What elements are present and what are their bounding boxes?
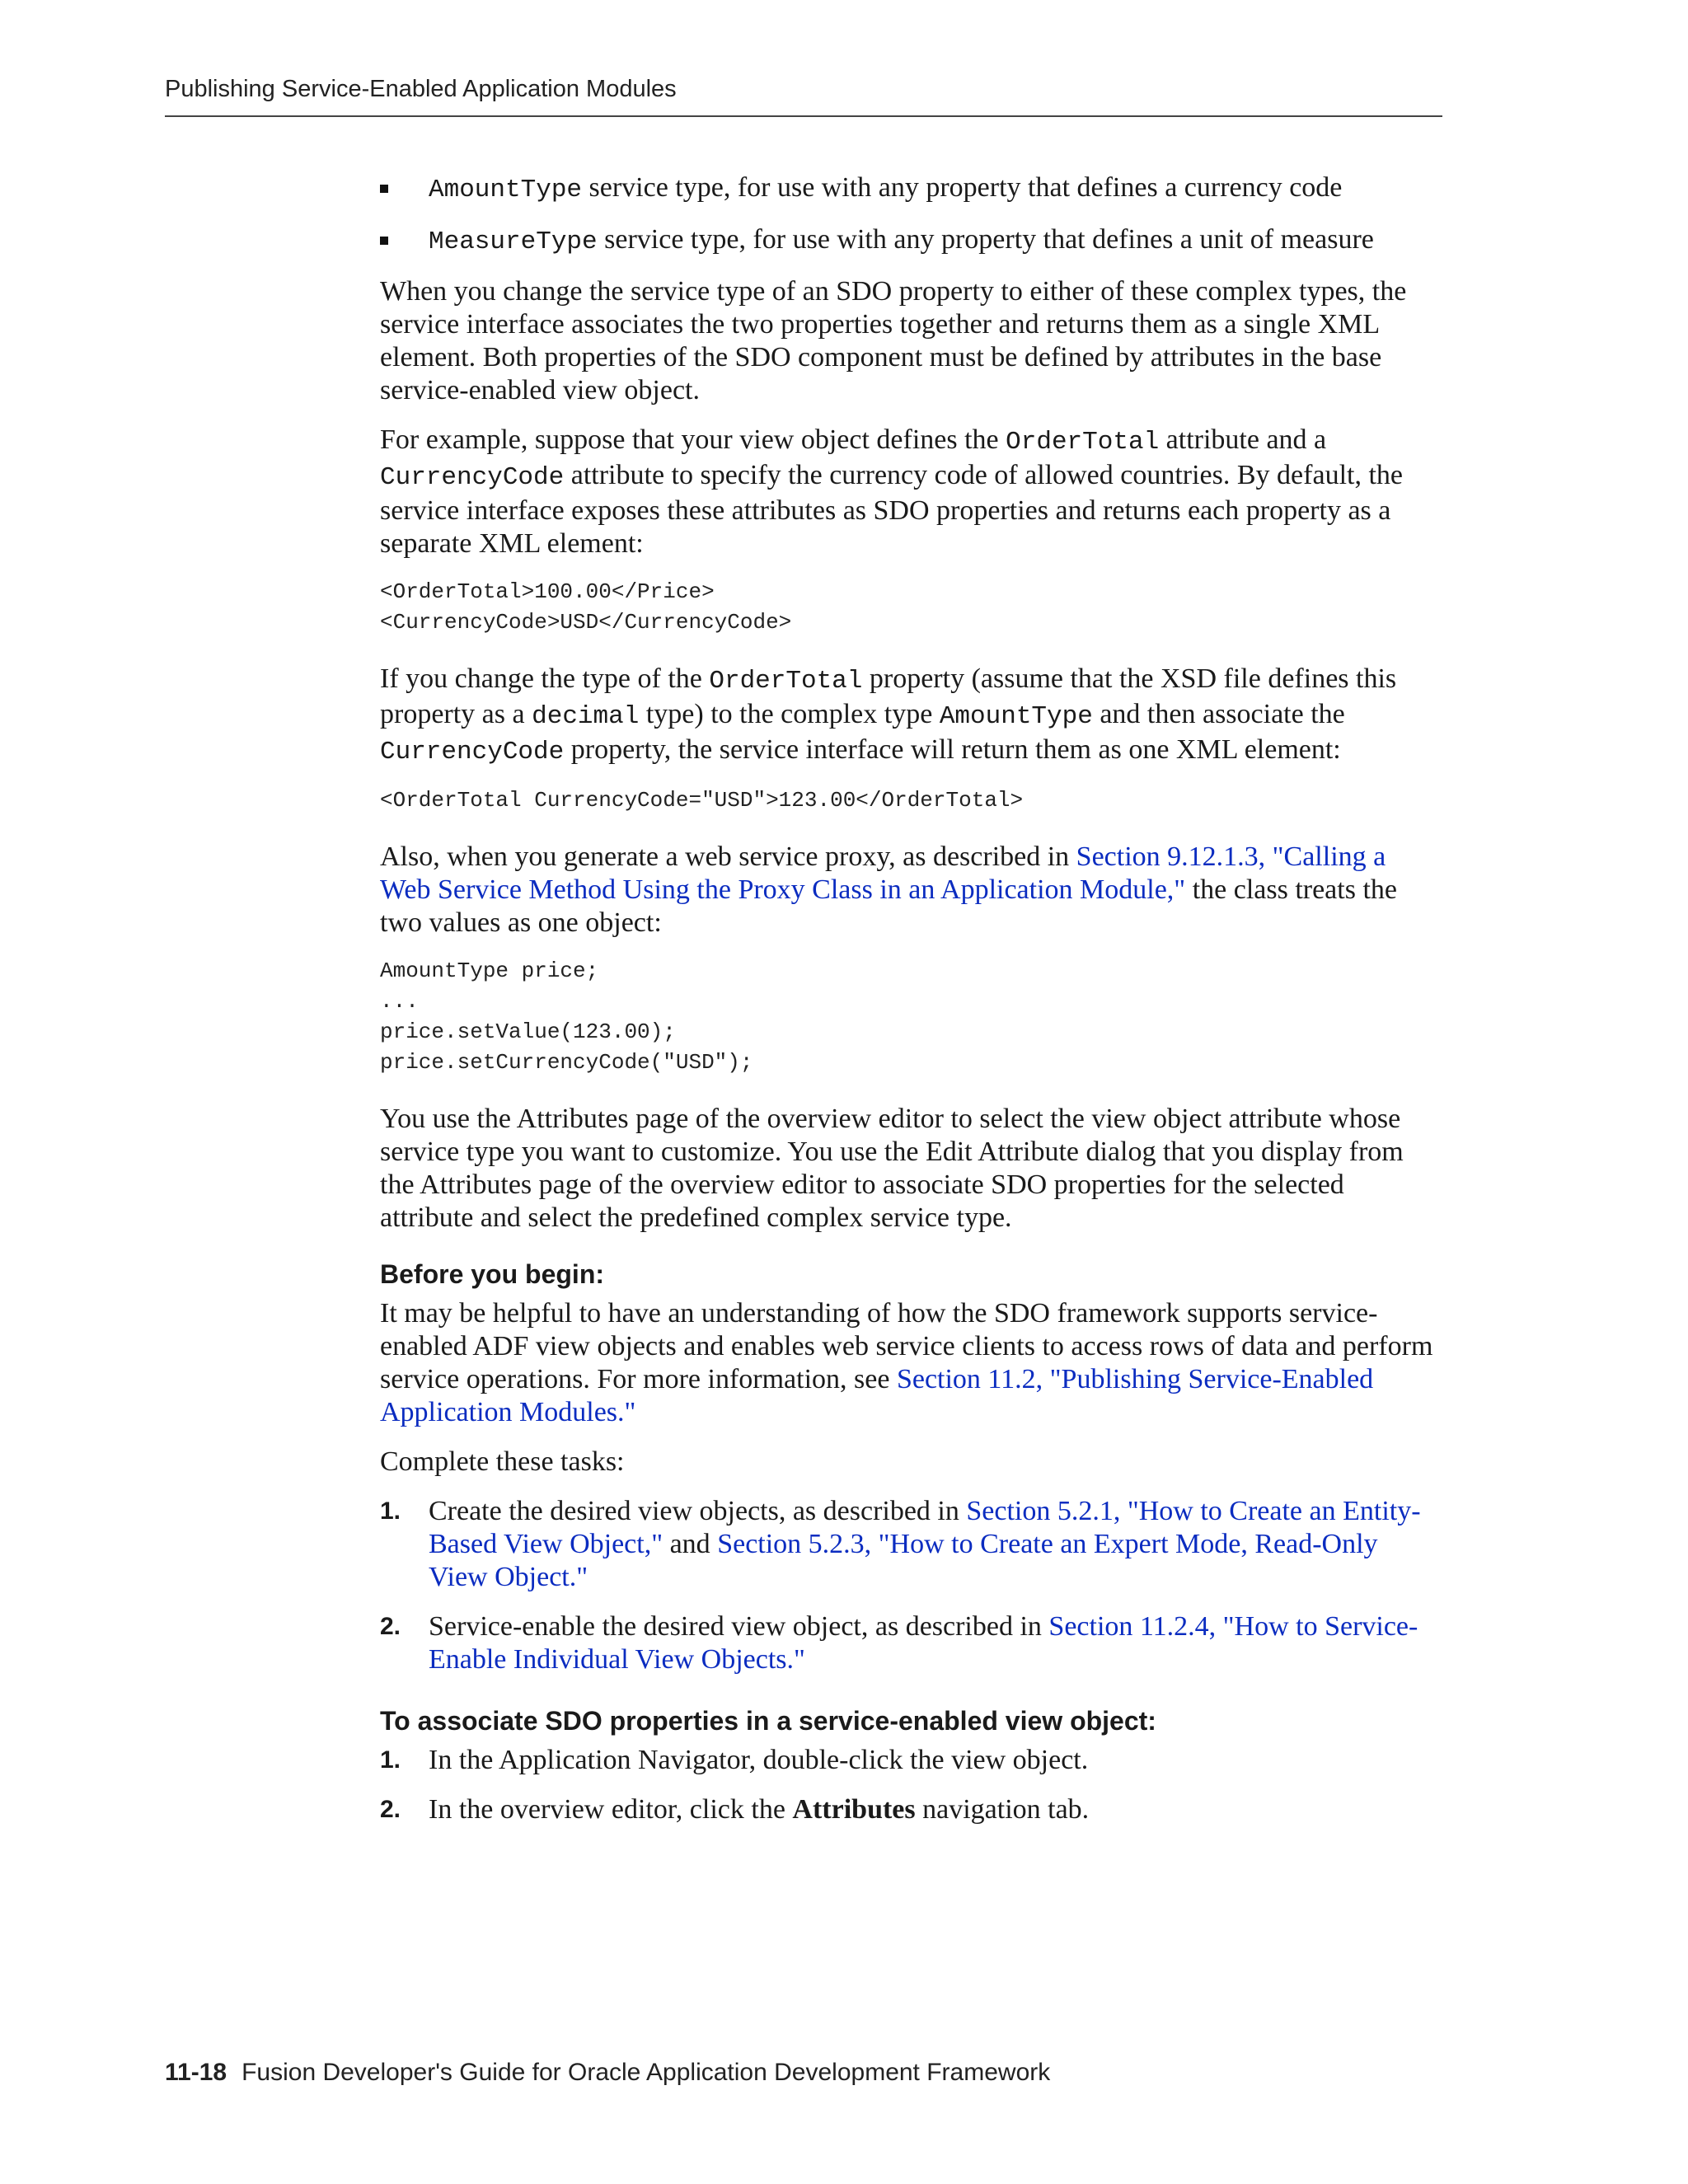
bullet-item: [380, 171, 1439, 207]
inline-code: AmountType: [939, 702, 1093, 731]
section-link[interactable]: Section 9.12.1.3, "Calling a Web Service Method Using the Proxy Class in an Application Module,": [380, 841, 1386, 905]
inline-code: CurrencyCode: [380, 463, 565, 492]
text-run: For example, suppose that your view object defines the: [380, 424, 1006, 455]
square-bullet-icon: [380, 185, 388, 193]
paragraph: [380, 424, 1439, 560]
ui-term: Attributes: [792, 1794, 916, 1825]
square-bullet-icon: [380, 237, 388, 245]
page-body: [380, 171, 1439, 1843]
inline-code: CurrencyCode: [380, 738, 565, 766]
before-you-begin-heading: Before you begin:: [380, 1259, 605, 1289]
running-header: Publishing Service-Enabled Application Modules: [165, 76, 677, 102]
inline-code: MeasureType: [429, 227, 598, 256]
task-number: 2.: [380, 1613, 401, 1640]
paragraph: When you change the service type of an SDO property to either of these complex types, the service interface associates the two properties together and returns them as a single XML element. Both properties of the SDO component must be defined by attributes in the base service-enabled view object.: [380, 276, 1407, 405]
text-run: the class treats the two values as one object:: [380, 874, 1397, 938]
task-item: [380, 1495, 1439, 1594]
header-rule: [165, 115, 1442, 117]
inline-code: AmountType: [429, 176, 583, 204]
text-run: It may be helpful to have an understanding of how the SDO framework supports service-enabled ADF view objects and enables web service clients to access rows of data and perform service operations. For more information, see: [380, 1298, 1433, 1394]
code-block: AmountType price; ... price.setValue(123.00); price.setCurrencyCode("USD");: [380, 958, 753, 1075]
inline-code: decimal: [532, 702, 640, 731]
text-run: In the overview editor, click the: [429, 1794, 793, 1825]
text-run: If you change the type of the: [380, 663, 710, 694]
section-link[interactable]: Section 11.2, "Publishing Service-Enabled Application Modules.": [380, 1364, 1374, 1427]
step-number: 1.: [380, 1746, 401, 1774]
code-block: <OrderTotal CurrencyCode="USD">123.00</OrderTotal>: [380, 788, 1024, 813]
page-number: 11-18: [165, 2059, 227, 2086]
paragraph: [380, 841, 1439, 940]
step-item: [380, 1793, 1439, 1826]
text-run: property, the service interface will return them as one XML element:: [564, 734, 1341, 765]
book-title: Fusion Developer's Guide for Oracle Application Development Framework: [241, 2059, 1051, 2086]
text-run: In the Application Navigator, double-click the view object.: [429, 1745, 1089, 1775]
text-run: Create the desired view objects, as described in: [429, 1496, 967, 1526]
text-run: Service-enable the desired view object, as described in: [429, 1611, 1049, 1642]
step-number: 2.: [380, 1796, 401, 1823]
code-block: <OrderTotal>100.00</Price> <CurrencyCode>USD</CurrencyCode>: [380, 579, 792, 635]
bullet-text: service type, for use with any property that defines a currency code: [582, 172, 1343, 203]
section-link[interactable]: Section 5.2.3, "How to Create an Expert Mode, Read-Only View Object.": [429, 1529, 1378, 1592]
text-run: type) to the complex type: [639, 699, 940, 729]
section-link[interactable]: Section 5.2.1, "How to Create an Entity-Based View Object,": [429, 1496, 1421, 1559]
text-run: property (assume that the XSD file defines this property as a: [380, 663, 1397, 729]
inline-code: OrderTotal: [709, 667, 863, 696]
text-run: attribute to specify the currency code of allowed countries. By default, the service interface exposes these attributes as SDO properties and returns each property as a separate XML element:: [380, 460, 1403, 559]
task-item: [380, 1610, 1439, 1676]
procedure-heading: To associate SDO properties in a service-enabled view object:: [380, 1706, 1156, 1736]
text-run: Also, when you generate a web service proxy, as described in: [380, 841, 1076, 872]
text-run: navigation tab.: [915, 1794, 1090, 1825]
step-item: [380, 1744, 1439, 1777]
paragraph: [380, 1297, 1439, 1429]
text-run: and then associate the: [1092, 699, 1345, 729]
section-link[interactable]: Section 11.2.4, "How to Service-Enable Individual View Objects.": [429, 1611, 1418, 1675]
bullet-item: [380, 223, 1439, 259]
inline-code: OrderTotal: [1006, 428, 1160, 457]
paragraph: Complete these tasks:: [380, 1446, 625, 1477]
bullet-text: service type, for use with any property that defines a unit of measure: [597, 224, 1374, 255]
page-footer: [165, 2059, 1050, 2087]
paragraph: You use the Attributes page of the overview editor to select the view object attribute whose service type you want to customize. You use the Edit Attribute dialog that you display from the Attributes page of the overview editor to associate SDO properties for the selected attribute and select the predefined complex service type.: [380, 1104, 1404, 1233]
text-run: attribute and a: [1159, 424, 1327, 455]
text-run: and: [663, 1529, 718, 1559]
paragraph: [380, 663, 1439, 769]
task-number: 1.: [380, 1497, 401, 1525]
